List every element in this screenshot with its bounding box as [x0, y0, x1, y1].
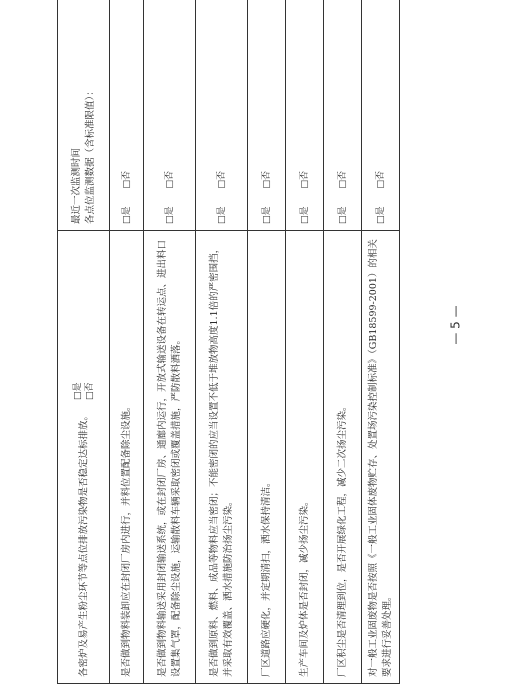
- yes-no-checkboxes[interactable]: [72, 382, 96, 400]
- result-cell: [58, 0, 110, 231]
- table-row: [144, 0, 196, 684]
- yes-checkbox[interactable]: □是: [261, 206, 272, 224]
- table-row: [58, 0, 110, 684]
- result-cell: [248, 0, 286, 231]
- checklist-item-text: [196, 231, 248, 684]
- checklist-item-text: [58, 231, 110, 684]
- no-checkbox[interactable]: □否: [337, 170, 348, 189]
- checklist-item-text: [362, 231, 400, 684]
- table-row: [362, 0, 400, 684]
- item-text: 厂区积尘是否清理到位，是否开展绿化工程，减少二次扬尘污染。: [336, 401, 348, 677]
- result-cell: [362, 0, 400, 231]
- table-row: [286, 0, 324, 684]
- no-checkbox[interactable]: □否: [216, 170, 227, 189]
- no-checkbox[interactable]: □否: [84, 382, 95, 400]
- table-row: [196, 0, 248, 684]
- table-row: [248, 0, 286, 684]
- monitoring-time-label: 最近一次监测时间: [70, 147, 82, 224]
- item-text: 是否做到物料输送采用封闭输送系统，或在封闭厂房、通廊内运行，开放式输送设备在转运点、进出料口设置集气罩，配备除尘设施，运输散料车辆采取密闭或覆盖措施，严防散料洒落。: [156, 239, 182, 677]
- yes-checkbox[interactable]: □是: [216, 206, 227, 224]
- no-checkbox[interactable]: □否: [299, 170, 310, 189]
- item-text: 对一般工业固废物是否按照《一般工业固体废物贮存、处置场污染控制标准》（GB18599-2001）的相关要求进行妥善处理。: [367, 239, 393, 677]
- table-row: [324, 0, 362, 684]
- yes-checkbox[interactable]: □是: [299, 206, 310, 224]
- page-number: — 5 —: [448, 305, 463, 345]
- result-cell: [110, 0, 144, 231]
- yes-checkbox[interactable]: □是: [375, 206, 386, 224]
- no-checkbox[interactable]: □否: [261, 170, 272, 189]
- result-cell: [196, 0, 248, 231]
- result-cell: [144, 0, 196, 231]
- yes-checkbox[interactable]: □是: [164, 206, 175, 224]
- checklist-item-text: [324, 231, 362, 684]
- rotated-page-content: [57, 26, 399, 684]
- checklist-item-text: [144, 231, 196, 684]
- inspection-checklist-table: [57, 0, 400, 684]
- yes-checkbox[interactable]: □是: [337, 206, 348, 224]
- checklist-item-text: [286, 231, 324, 684]
- table-row: [110, 0, 144, 684]
- yes-checkbox[interactable]: □是: [72, 382, 83, 400]
- no-checkbox[interactable]: □否: [375, 170, 386, 189]
- checklist-item-text: [248, 231, 286, 684]
- result-cell: [324, 0, 362, 231]
- item-text: 是否做到原料、燃料、成品等物料应当密闭；不能密闭的应当设置不低于堆放物高度1.1倍的严密围挡，并采取有效覆盖、洒水措施防治扬尘污染。: [208, 243, 234, 677]
- item-text: 各密炉及易产生粉尘环节等点位排放污染物是否稳定达标排放。: [78, 410, 89, 677]
- item-text: 是否做到物料装卸应在封闭厂房内进行，并料位置配备除尘设施。: [120, 401, 132, 677]
- no-checkbox[interactable]: □否: [121, 170, 132, 189]
- checklist-item-text: [110, 231, 144, 684]
- item-text: 生产车间及炉体是否封闭，减少扬尘污染。: [298, 496, 310, 677]
- no-checkbox[interactable]: □否: [164, 170, 175, 189]
- result-cell: [286, 0, 324, 231]
- monitoring-data-label: 各点位监测数据（含标准限值）：: [84, 86, 96, 224]
- item-text: 厂区道路应硬化，并定期清扫，洒水保持清洁。: [260, 477, 272, 677]
- yes-checkbox[interactable]: □是: [121, 206, 132, 224]
